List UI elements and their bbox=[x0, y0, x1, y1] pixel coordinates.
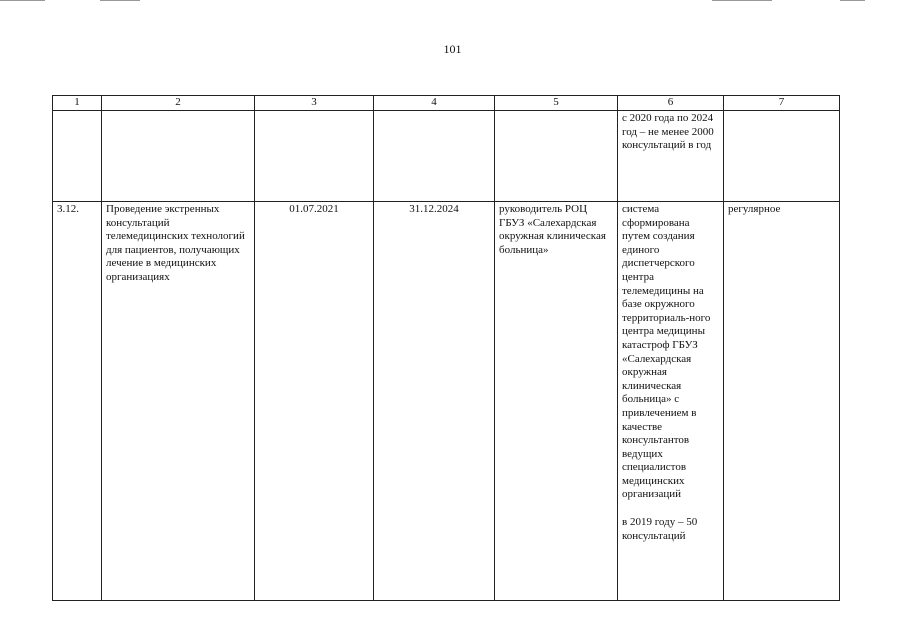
cell-periodicity: регулярное bbox=[724, 202, 840, 601]
cell-empty bbox=[102, 111, 255, 202]
cell-empty bbox=[724, 111, 840, 202]
header-col-1: 1 bbox=[53, 96, 102, 111]
table-row-continued bbox=[53, 111, 840, 202]
header-col-2: 2 bbox=[102, 96, 255, 111]
cell-result bbox=[618, 202, 724, 601]
result-extra-text: в 2019 году – 50 консультаций bbox=[622, 516, 698, 542]
cell-responsible: руководитель РОЦ ГБУЗ «Салехардская окружная клиническая больница» bbox=[495, 202, 618, 601]
header-col-3: 3 bbox=[255, 96, 374, 111]
table-row-3-12 bbox=[53, 202, 840, 601]
scan-artifact-line bbox=[0, 0, 45, 1]
header-col-4: 4 bbox=[374, 96, 495, 111]
cell-empty bbox=[374, 111, 495, 202]
cell-result-continued: с 2020 года по 2024 год – не менее 2000 консультаций в год bbox=[618, 111, 724, 202]
cell-row-number: 3.12. bbox=[53, 202, 102, 601]
scan-artifact-line bbox=[840, 0, 865, 1]
result-main-text: система сформирована путем создания единого диспетчерского центра телемедицины на базе окружного территориаль-ного центра медицины катастроф ГБУЗ «Салехардская окружная клиническая больница» с привлечением в качестве консультантов ведущих специалистов медицинских организаций bbox=[622, 203, 711, 501]
header-col-6: 6 bbox=[618, 96, 724, 111]
cell-activity: Проведение экстренных консультаций телемедицинских технологий для пациентов, получающих лечение в медицинских организациях bbox=[102, 202, 255, 601]
cell-empty bbox=[495, 111, 618, 202]
header-col-5: 5 bbox=[495, 96, 618, 111]
scan-artifact-line bbox=[712, 0, 772, 1]
cell-empty bbox=[53, 111, 102, 202]
cell-start-date: 01.07.2021 bbox=[255, 202, 374, 601]
table-header-row bbox=[53, 96, 840, 111]
scan-artifact-line bbox=[100, 0, 140, 1]
page-number: 101 bbox=[443, 42, 462, 56]
result-gap bbox=[622, 502, 719, 516]
header-col-7: 7 bbox=[724, 96, 840, 111]
cell-empty bbox=[255, 111, 374, 202]
plan-table bbox=[52, 95, 840, 601]
cell-end-date: 31.12.2024 bbox=[374, 202, 495, 601]
